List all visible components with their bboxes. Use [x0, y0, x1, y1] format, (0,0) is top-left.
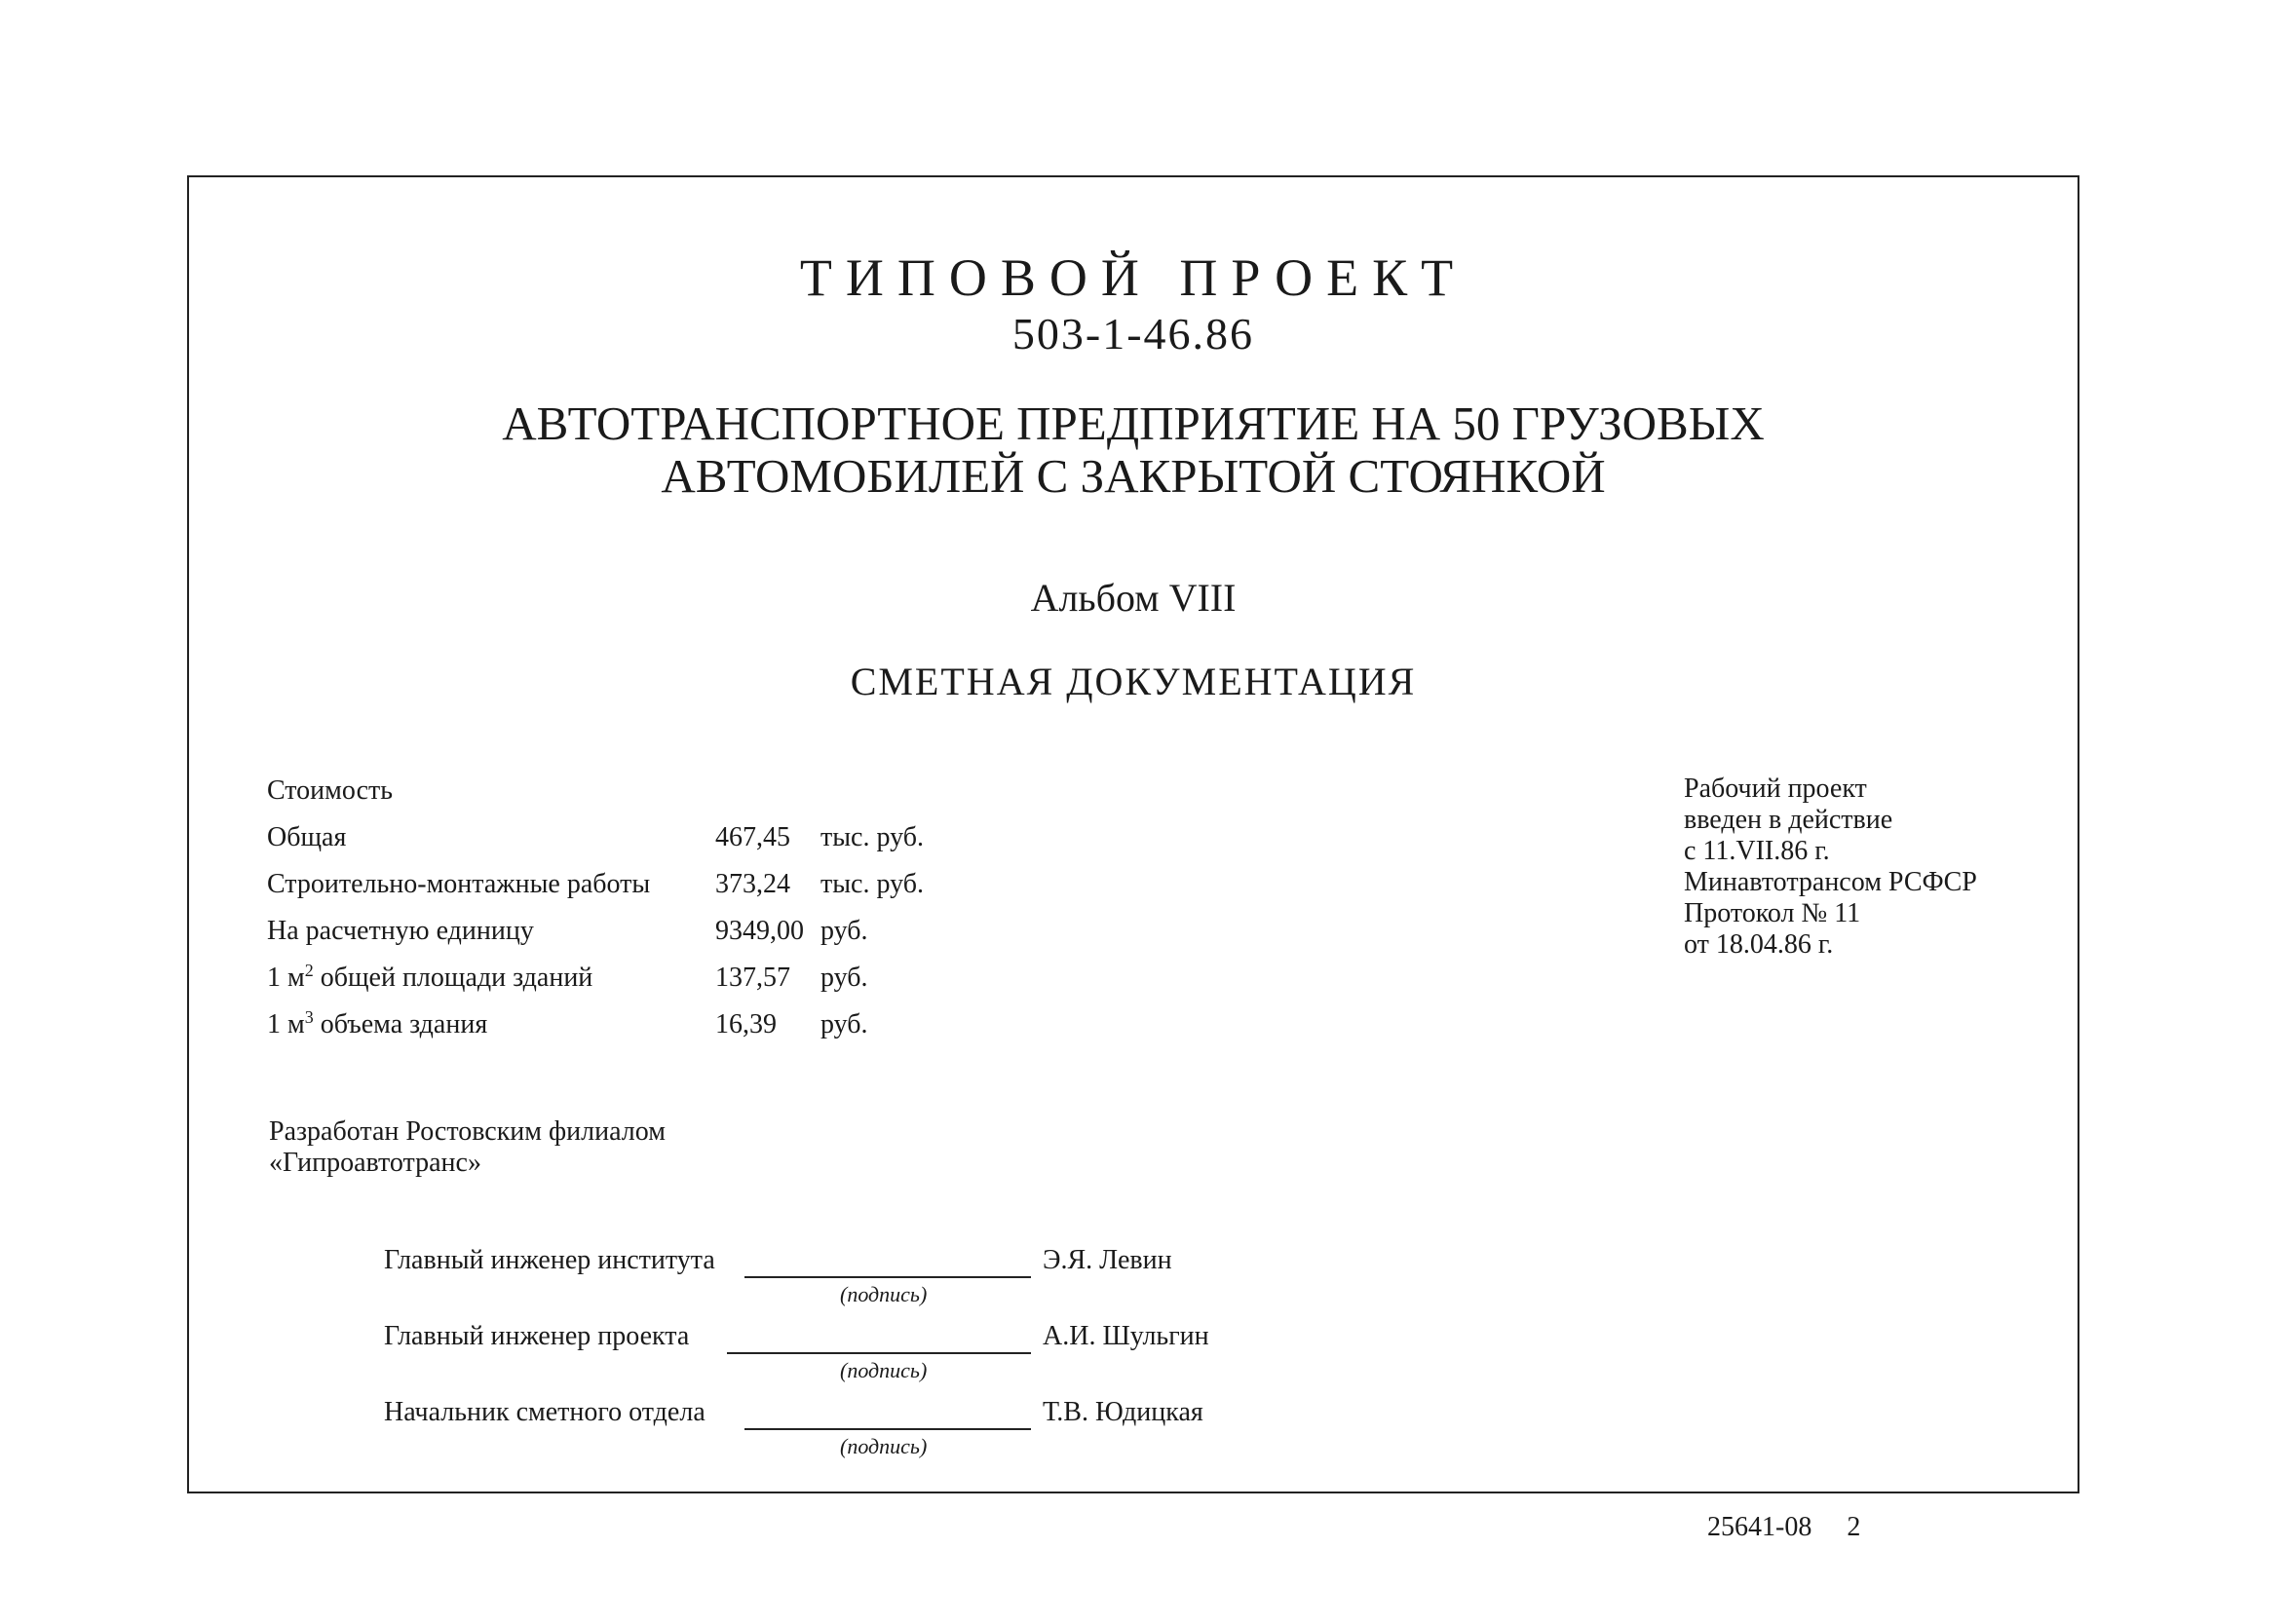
approval-line: Протокол № 11 — [1684, 898, 1861, 928]
documentation-type: СМЕТНАЯ ДОКУМЕНТАЦИЯ — [850, 660, 1417, 703]
signatory-name: Э.Я. Левин — [1043, 1245, 1172, 1275]
project-subject-line-2: АВТОМОБИЛЕЙ С ЗАКРЫТОЙ СТОЯНКОЙ — [661, 449, 1606, 503]
cost-row-per-unit — [267, 916, 1144, 955]
signature-row-chief-engineer-project — [384, 1321, 1358, 1389]
cost-section-title: Стоимость — [267, 775, 394, 806]
cost-unit: тыс. руб. — [820, 869, 924, 899]
cost-row-per-m3 — [267, 1009, 1144, 1048]
cost-value: 9349,00 — [715, 916, 804, 946]
cost-value: 373,24 — [715, 869, 790, 899]
approval-note — [1684, 774, 1977, 961]
signatory-name: Т.В. Юдицкая — [1043, 1397, 1203, 1427]
cost-unit: руб. — [820, 916, 868, 946]
signature-line — [727, 1352, 1031, 1354]
document-title: ТИПОВОЙ ПРОЕКТ — [799, 248, 1468, 307]
cost-unit: руб. — [820, 963, 868, 993]
signature-role: Главный инженер института — [384, 1245, 715, 1275]
developer-line: «Гипроавтотранс» — [269, 1148, 481, 1178]
developer-line: Разработан Ростовским филиалом — [269, 1116, 666, 1147]
signature-hint: (подпись) — [840, 1358, 928, 1382]
cost-label: Строительно-монтажные работы — [267, 869, 651, 899]
signature-role: Главный инженер проекта — [384, 1321, 690, 1351]
document-number: 25641-08 — [1707, 1512, 1812, 1542]
cost-label: На расчетную единицу — [267, 916, 534, 946]
signature-hint: (подпись) — [840, 1282, 928, 1306]
approval-line: с 11.VII.86 г. — [1684, 836, 1830, 866]
cost-unit: руб. — [820, 1009, 868, 1039]
signatory-name: А.И. Шульгин — [1043, 1321, 1209, 1351]
signature-row-chief-engineer-institute — [384, 1245, 1358, 1313]
developer-note — [269, 1116, 666, 1179]
signature-row-head-estimates — [384, 1397, 1358, 1465]
cost-value: 467,45 — [715, 822, 790, 852]
approval-line: введен в действие — [1684, 805, 1893, 835]
approval-line: от 18.04.86 г. — [1684, 929, 1834, 960]
album-number: Альбом VIII — [1030, 576, 1237, 620]
signature-line — [744, 1428, 1031, 1430]
cost-label: 1 $м^2$ общей площади зданий — [267, 961, 593, 993]
project-code: 503-1-46.86 — [1011, 309, 1255, 359]
cost-row-per-m2 — [267, 963, 1144, 1001]
signature-line — [744, 1276, 1031, 1278]
cost-label: 1 $м^3$ объема здания — [267, 1007, 488, 1039]
cost-value: 137,57 — [715, 963, 790, 993]
cost-unit: тыс. руб. — [820, 822, 924, 852]
project-subject-line-1: АВТОТРАНСПОРТНОЕ ПРЕДПРИЯТИЕ НА 50 ГРУЗОВЫХ — [502, 397, 1765, 450]
cost-value: 16,39 — [715, 1009, 777, 1039]
sheet-footer — [1707, 1512, 1860, 1543]
signature-role: Начальник сметного отдела — [384, 1397, 705, 1427]
cost-row-total — [267, 822, 1144, 861]
cost-label: Общая — [267, 822, 347, 852]
approval-line: Минавтотрансом РСФСР — [1684, 867, 1977, 897]
title-sheet-frame — [187, 175, 2079, 1493]
signature-hint: (подпись) — [840, 1434, 928, 1458]
cost-row-construction — [267, 869, 1144, 908]
approval-line: Рабочий проект — [1684, 774, 1867, 804]
page-number: 2 — [1847, 1512, 1861, 1542]
